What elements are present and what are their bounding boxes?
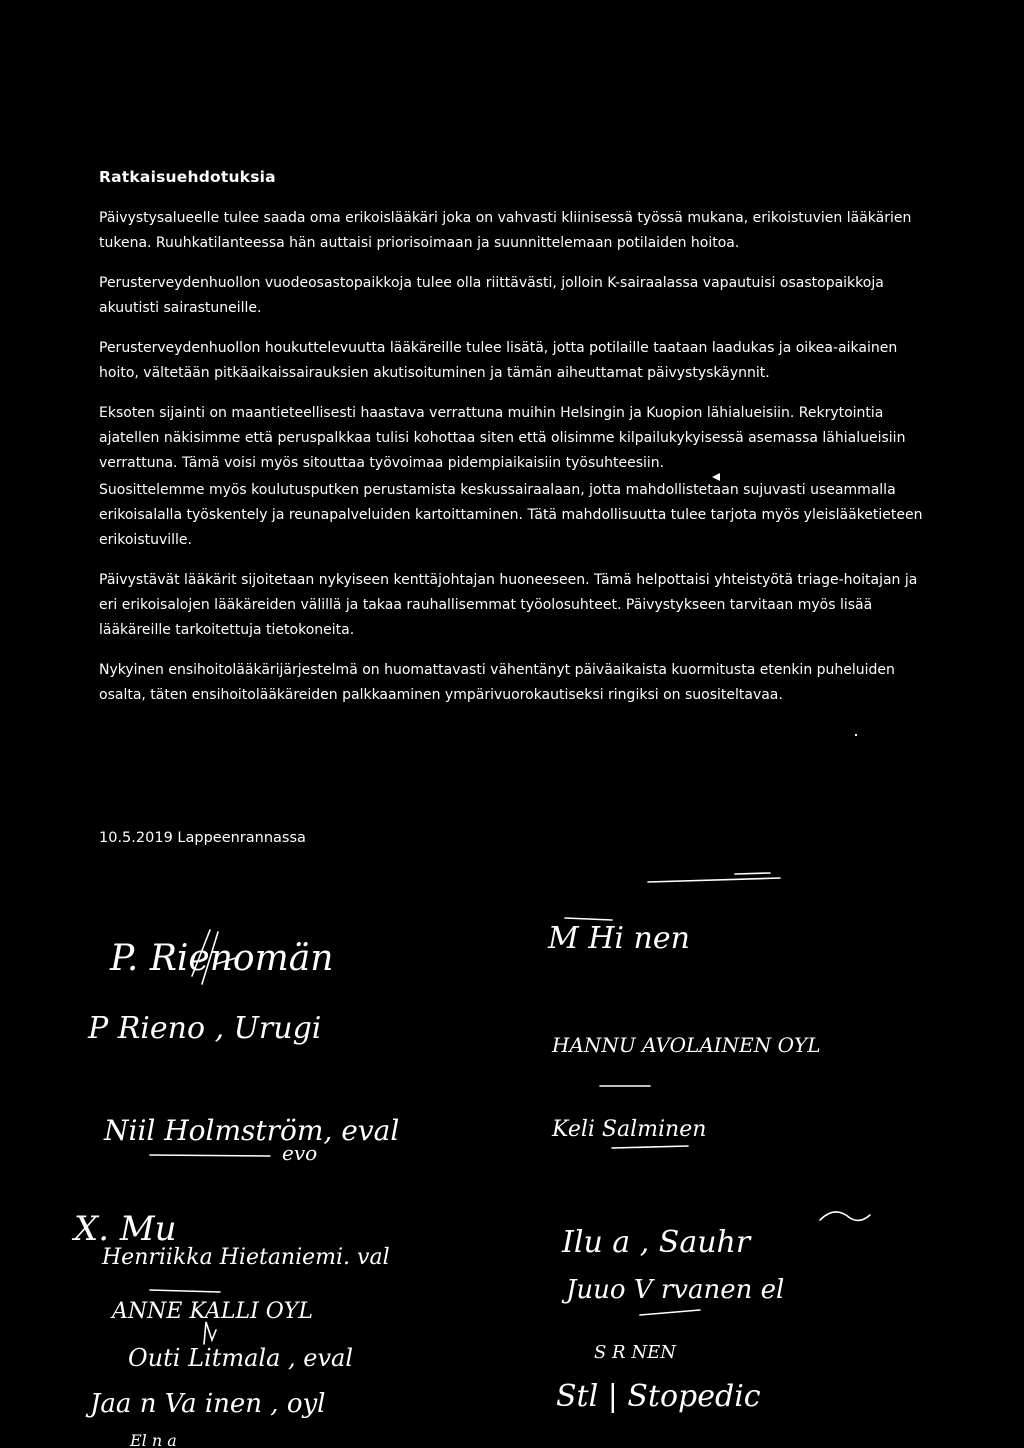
signature-left-5-mark: X. Mu: [74, 1209, 177, 1249]
signature-block: [0, 860, 1024, 1448]
signature-left-4: evo: [282, 1141, 318, 1165]
arrow-mark-icon: [712, 473, 720, 481]
handwritten-signatures-image: [0, 860, 1024, 1448]
signature-right-2: HANNU AVOLAINEN OYL: [552, 1033, 821, 1057]
signature-right-1: M Hi nen: [548, 921, 690, 956]
signature-left-6: ANNE KALLI OYL: [112, 1299, 313, 1324]
signature-right-6: S R NEN: [594, 1342, 676, 1363]
proposal-body: [99, 206, 925, 723]
signature-left-8: Jaa n Va inen , oyl: [90, 1389, 326, 1419]
paragraph-location-salary: Eksoten sijainti on maantieteellisesti haastava verrattuna muihin Helsingin ja Kuopion lähialueisiin. Rekrytointia ajatellen näkisimme että peruspalkkaa tulisi kohottaa siten että olisimme kilpailukykyisessä asemassa lähialueisiin verrattuna. Tämä voisi myös sitouttaa työvoimaa pidempiaikaisiin työsuhteesiin.: [99, 405, 906, 471]
signature-right-5: Juuo V rvanen el: [566, 1275, 785, 1305]
signature-right-4: Ilu a , Sauhr: [562, 1225, 751, 1260]
paragraph-ward-beds: Perusterveydenhuollon vuodeosastopaikkoja tulee olla riittävästi, jolloin K-sairaalassa vapautuisi osastopaikkoja akuutisti sairastuneille.: [99, 275, 884, 316]
paragraph-ems-physician: Nykyinen ensihoitolääkärijärjestelmä on huomattavasti vähentänyt päiväaikaista kuormitusta etenkin puheluiden osalta, täten ensihoitolääkäreiden palkkaaminen ympärivuorokautiseksi ringiksi on suositeltavaa.: [99, 662, 895, 703]
signature-left-9: El n a: [130, 1431, 177, 1448]
paragraph-training-pipeline: Suosittelemme myös koulutusputken perustamista keskussairaalaan, jotta mahdollistetaan sujuvasti useammalla erikoisalalla työskentely ja reunapalveluiden kartoittaminen. Tätä mahdollisuutta tulee tarjota myös yleislääketieteen erikoistuville.: [99, 482, 923, 548]
signature-left-1: P. Rienomän: [110, 938, 334, 979]
signature-left-5: Henriikka Hietaniemi. val: [102, 1245, 390, 1270]
paragraph-workspace: Päivystävät lääkärit sijoitetaan nykyiseen kenttäjohtajan huoneeseen. Tämä helpottaisi yhteistyötä triage-hoitajan ja eri erikoisalojen lääkäreiden välillä ja takaa rauhallisemmat työolosuhteet. Päivystykseen tarvitaan myös lisää lääkäreille tarkoitettuja tietokoneita.: [99, 572, 918, 638]
paragraph-emergency-specialist: Päivystysalueelle tulee saada oma erikoislääkäri joka on vahvasti kliinisessä työssä mukana, erikoistuvien lääkärien tukena. Ruuhkatilanteessa hän auttaisi priorisoimaan ja suunnittelemaan potilaiden hoitoa.: [99, 210, 912, 251]
stray-dot-mark: [855, 734, 857, 736]
signature-right-7: Stl | Stopedic: [556, 1379, 761, 1414]
signature-left-2: P Rieno , Urugi: [88, 1011, 322, 1046]
signature-right-3: Keli Salminen: [552, 1117, 707, 1142]
section-heading: Ratkaisuehdotuksia: [99, 168, 276, 186]
signature-left-3: Niil Holmström, eval: [104, 1114, 400, 1147]
date-place: 10.5.2019 Lappeenrannassa: [99, 830, 306, 846]
signature-left-7: Outi Litmala , eval: [128, 1344, 354, 1372]
paragraph-primary-care-attractiveness: Perusterveydenhuollon houkuttelevuutta lääkäreille tulee lisätä, jotta potilaille taataan laadukas ja oikea-aikainen hoito, vältetään pitkäaikaissairauksien akutisoituminen ja tämän aiheuttamat päivystyskäynnit.: [99, 340, 898, 381]
